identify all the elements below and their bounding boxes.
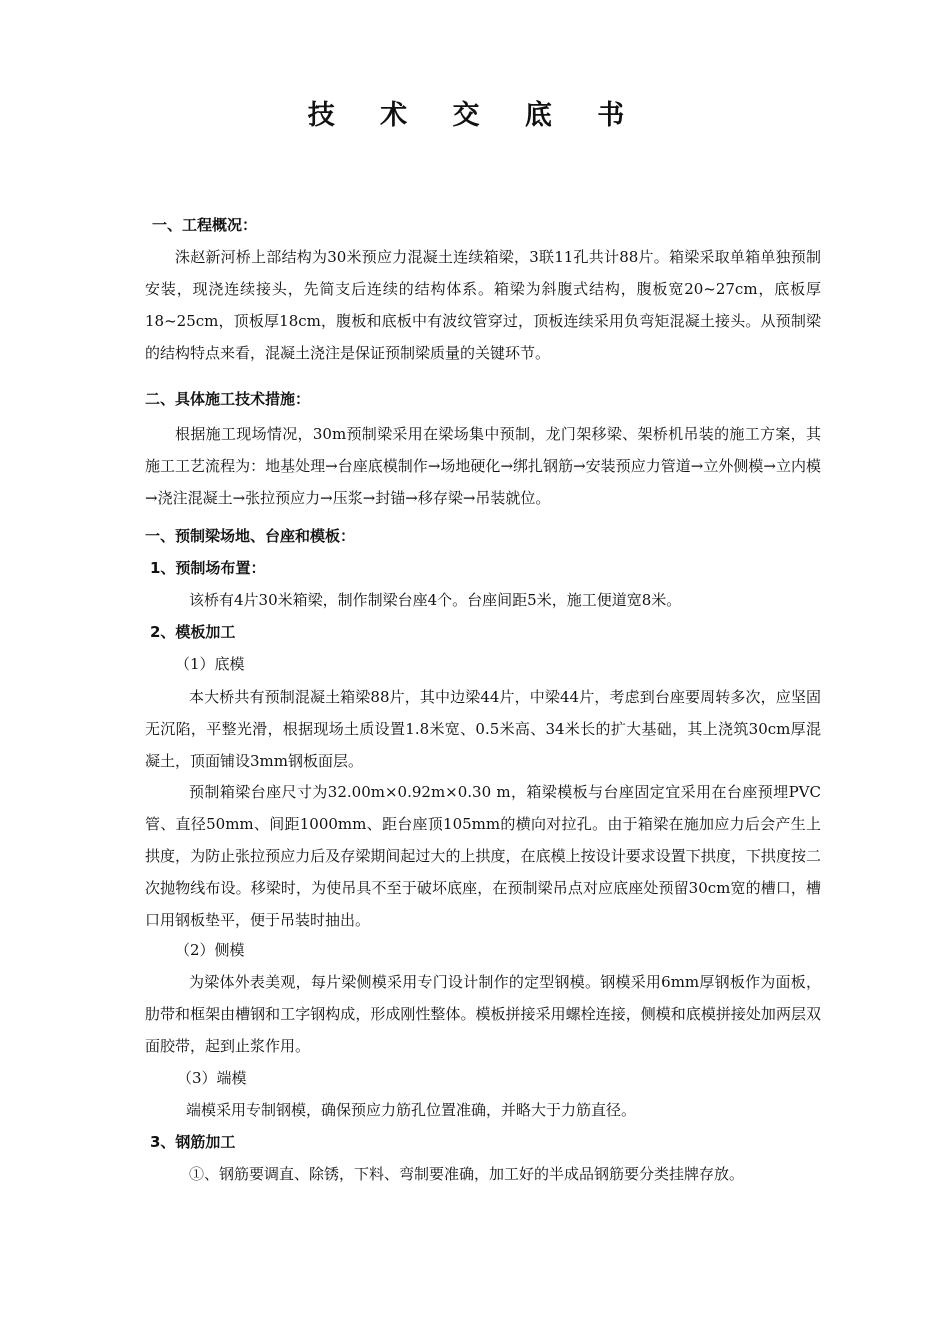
bottom-form-paragraph-2: 预制箱梁台座尺寸为32.00m×0.92m×0.30 m，箱梁模板与台座固定宜采用在台座预埋PVC管、直径50mm、间距1000mm、距台座顶105mm的横向对拉孔。由于箱梁在施加应力后会产生上拱度，为防止张拉预应力后及存梁期间起过大的上拱度，在底模上按设计要求设置下拱度，下拱度按二次抛物线布设。移梁时，为使吊具不至于破坏底座，在预制梁吊点对应底座处预留30cm宽的槽口，槽口用钢板垫平，便于吊装时抽出。: [145, 783, 821, 929]
section-heading-overview: 一、工程概况：: [152, 216, 258, 234]
side-form-paragraph: 为梁体外表美观，每片梁侧模采用专门设计制作的定型钢模。钢模采用6mm厚钢板作为面板，肋带和框架由槽钢和工字钢构成，形成刚性整体。模板拼接采用螺栓连接，侧模和底模拼接处加两层双面胶带，起到止浆作用。: [145, 973, 821, 1055]
section-heading-measures: 二、具体施工技术措施：: [145, 390, 311, 408]
measures-paragraph: 根据施工现场情况，30m预制梁采用在梁场集中预制，龙门架移梁、架桥机吊装的施工方案，其施工工艺流程为：地基处理→台座底模制作→场地硬化→绑扎钢筋→安装预应力管道→立外侧模→立内模→浇注混凝土→张拉预应力→压浆→封锚→移存梁→吊装就位。: [145, 425, 821, 507]
subheading-rebar: 3、钢筋加工: [150, 1133, 236, 1151]
rebar-paragraph: ①、钢筋要调直、除锈，下料、弯制要准确，加工好的半成品钢筋要分类挂牌存放。: [189, 1165, 745, 1183]
overview-paragraph: 洙赵新河桥上部结构为30米预应力混凝土连续箱梁，3联11孔共计88片。箱梁采取单箱单独预制安装，现浇连续接头，先简支后连续的结构体系。箱梁为斜腹式结构，腹板宽20~27cm，底板厚18~25cm，顶板厚18cm，腹板和底板中有波纹管穿过，顶板连续采用负弯矩混凝土接头。从预制梁的结构特点来看，混凝土浇注是保证预制梁质量的关键环节。: [145, 248, 821, 362]
section-heading-precast-site: 一、预制梁场地、台座和模板：: [145, 527, 356, 545]
subheading-site-layout: 1、预制场布置：: [150, 559, 266, 577]
subheading-formwork: 2、模板加工: [150, 623, 236, 641]
end-form-paragraph: 端模采用专制钢模，确保预应力筋孔位置准确，并略大于力筋直径。: [186, 1101, 637, 1119]
label-bottom-form: （1）底模: [175, 655, 245, 673]
site-layout-paragraph: 该桥有4片30米箱梁，制作制梁台座4个。台座间距5米，施工便道宽8米。: [189, 591, 682, 609]
bottom-form-paragraph-1: 本大桥共有预制混凝土箱梁88片，其中边梁44片，中梁44片，考虑到台座要周转多次，应坚固无沉陷，平整光滑，根据现场土质设置1.8米宽、0.5米高、34米长的扩大基础，其上浇筑30cm厚混凝土，顶面铺设3mm钢板面层。: [145, 688, 821, 770]
label-end-form: （3）端模: [177, 1069, 247, 1087]
document-title: 技 术 交 底 书: [307, 100, 643, 131]
label-side-form: （2）侧模: [175, 941, 245, 959]
